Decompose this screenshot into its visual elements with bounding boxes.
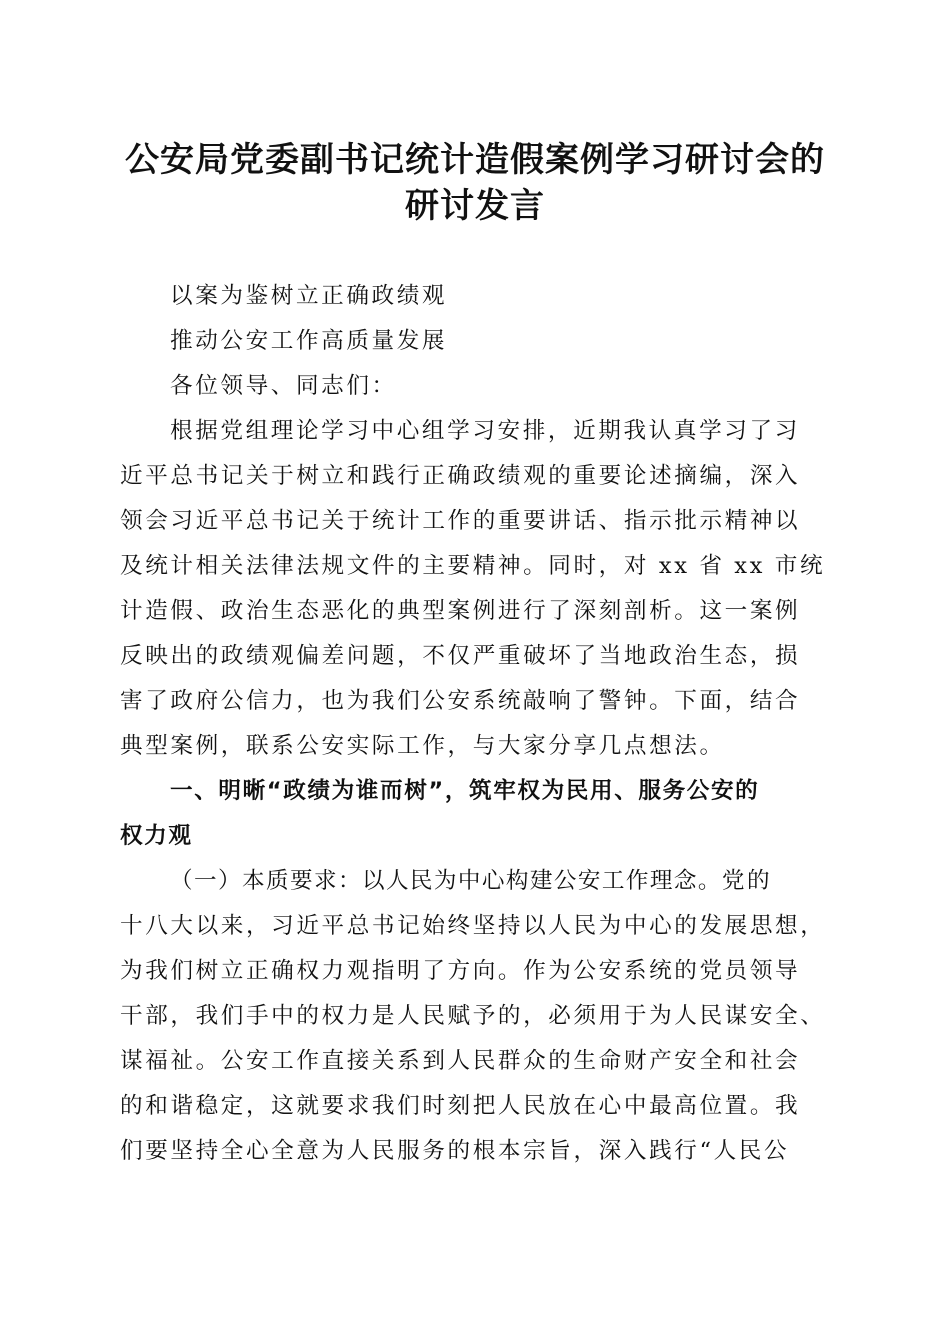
subsection-1-first-line — [170, 859, 825, 903]
paragraph-line: 近平总书记关于树立和践行正确政绩观的重要论述摘编，深入 — [120, 463, 801, 489]
document-title-line-2: 研讨发言 — [405, 186, 545, 226]
paragraph-line: 典型案例，联系公安实际工作，与大家分享几点想法。 — [120, 733, 725, 759]
section-1-heading-line-1: 一、明晰“政绩为谁而树”，筑牢权为民用、服务公安的 — [170, 778, 760, 804]
paragraph-line: 计造假、政治生态恶化的典型案例进行了深刻剖析。这一案例 — [120, 598, 801, 624]
paragraph-line: 领会习近平总书记关于统计工作的重要讲话、指示批示精神以 — [120, 508, 801, 534]
section-1-heading-line-2: 权力观 — [120, 823, 193, 849]
salutation: 各位领导、同志们： — [170, 373, 397, 399]
paragraph-line: 们要坚持全心全意为人民服务的根本宗旨，深入践行“人民公 — [120, 1138, 790, 1164]
paragraph-line: 根据党组理论学习中心组学习安排，近期我认真学习了习 — [170, 418, 800, 444]
subsection-1-title: （一）本质要求：以人民为中心构建公安工作理念。 — [170, 868, 722, 894]
paragraph-line: 的和谐稳定，这就要求我们时刻把人民放在心中最高位置。我 — [120, 1093, 801, 1119]
document-title-line-1: 公安局党委副书记统计造假案例学习研讨会的 — [125, 140, 825, 180]
paragraph-line: 反映出的政绩观偏差问题，不仅严重破坏了当地政治生态，损 — [120, 643, 801, 669]
subtitle-line-2: 推动公安工作高质量发展 — [170, 328, 448, 354]
paragraph-line: 干部，我们手中的权力是人民赋予的，必须用于为人民谋安全、 — [120, 1003, 826, 1029]
paragraph-line: 及统计相关法律法规文件的主要精神。同时，对 xx 省 xx 市统 — [120, 553, 826, 579]
paragraph-line: 害了政府公信力，也为我们公安系统敲响了警钟。下面，结合 — [120, 688, 801, 714]
subsection-1-first-line-text: 党的 — [721, 868, 773, 894]
subtitle-line-1: 以案为鉴树立正确政绩观 — [170, 283, 448, 309]
paragraph-line: 为我们树立正确权力观指明了方向。作为公安系统的党员领导 — [120, 958, 801, 984]
paragraph-line: 谋福祉。公安工作直接关系到人民群众的生命财产安全和社会 — [120, 1048, 801, 1074]
paragraph-line: 十八大以来，习近平总书记始终坚持以人民为中心的发展思想， — [120, 913, 826, 939]
